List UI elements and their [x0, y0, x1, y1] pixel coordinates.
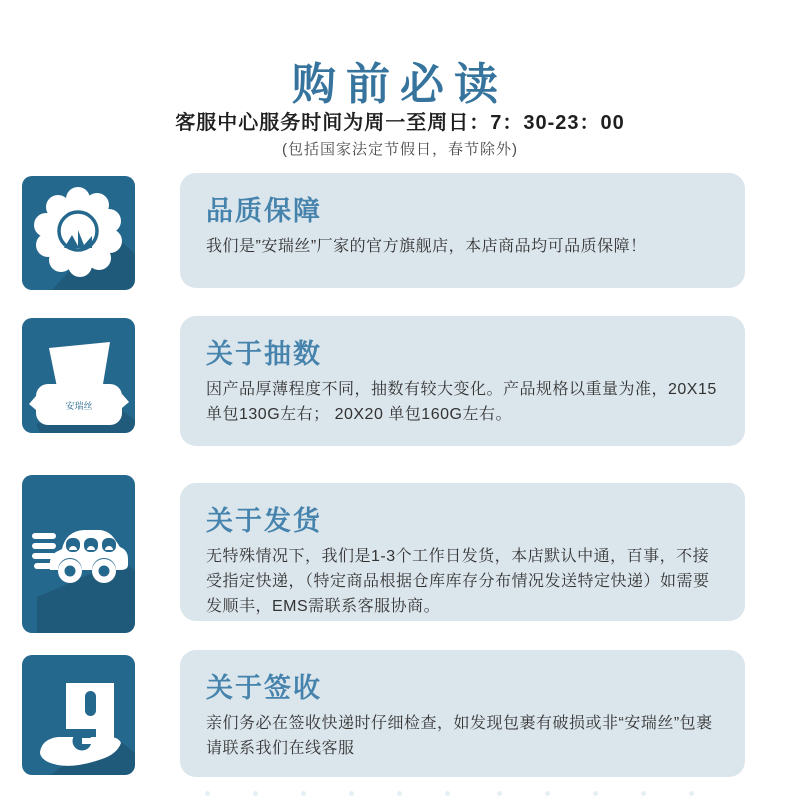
section-receiving-heading: 关于签收	[206, 673, 322, 703]
section-sheet-count-heading: 关于抽数	[206, 339, 322, 369]
section-shipping-heading: 关于发货	[206, 506, 322, 536]
section-sheet-count-body: 因产品厚薄程度不同，抽数有较大变化。产品规格以重量为准，20X15 单包130G左右； 20X20 单包160G左右。	[206, 381, 717, 423]
section-quality-body: 我们是”安瑞丝”厂家的官方旗舰店，本店商品均可品质保障！	[206, 238, 647, 255]
section-sheet-count-panel	[180, 316, 745, 446]
holiday-note-text: (包括国家法定节假日，春节除外)	[282, 141, 518, 158]
section-shipping-panel	[180, 483, 745, 621]
bottom-dotted-divider	[205, 791, 750, 797]
section-quality-panel	[180, 173, 745, 288]
service-hours-text: 客服中心服务时间为周一至周日：7：30-23：00	[175, 112, 625, 134]
page-title: 购前必读	[292, 60, 508, 109]
delivery-car-icon	[22, 475, 135, 633]
section-quality-heading: 品质保障	[206, 196, 322, 226]
section-receiving-body: 亲们务必在签收快递时仔细检查，如发现包裹有破损或非“安瑞丝”包裹请联系我们在线客服	[206, 715, 713, 757]
cotton-badge-icon	[22, 176, 135, 290]
tissue-pack-label: 安瑞丝	[65, 401, 93, 411]
section-shipping-body: 无特殊情况下，我们是1-3个工作日发货，本店默认中通，百事，不接受指定快递，（特定商品根据仓库库存分布情况发送特定快递）如需要发顺丰，EMS需联系客服协商。	[206, 548, 710, 615]
section-receiving-panel	[180, 650, 745, 777]
hand-box-icon	[22, 655, 135, 775]
tissue-pack-icon	[22, 318, 135, 433]
